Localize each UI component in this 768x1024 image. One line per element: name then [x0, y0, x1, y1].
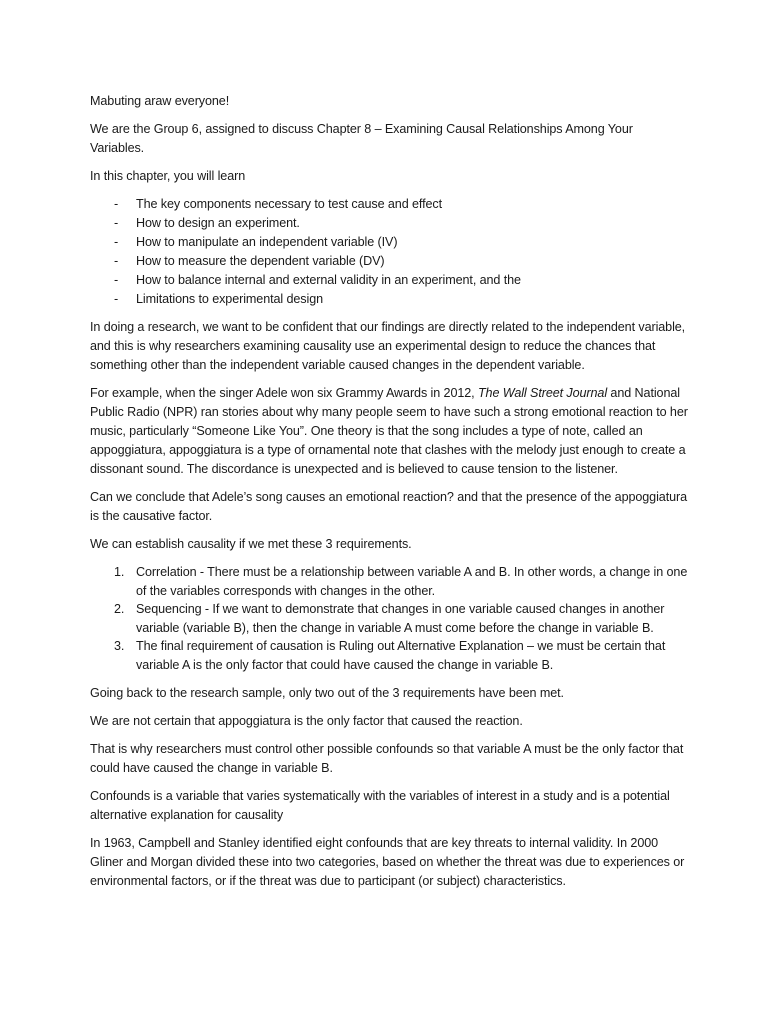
back-paragraph: Going back to the research sample, only two out of the 3 requirements have been met. [90, 685, 564, 700]
question-paragraph: Can we conclude that Adele’s song causes an emotional reaction? and that the presence of the appoggiatura is the causative factor. [90, 490, 687, 523]
confounds-paragraph: Confounds is a variable that varies systematically with the variables of interest in a study and is a potential alternative explanation for causality [90, 788, 670, 822]
learn-list [90, 195, 690, 309]
greeting: Mabuting araw everyone! [90, 94, 230, 108]
requirements-list [90, 563, 690, 675]
list-item: - How to measure the dependent variable (DV) [90, 252, 690, 271]
document-page [90, 92, 690, 900]
intro-paragraph: We are the Group 6, assigned to discuss Chapter 8 – Examining Causal Relationships Among Your Variables. [90, 122, 633, 155]
item-text: The final requirement of causation is Ruling out Alternative Explanation – we must be certain that variable A is the only factor that could have caused the change in variable B. [136, 639, 666, 672]
item-text: Sequencing - If we want to demonstrate that changes in one variable caused changes in another variable (variable B), then the change in variable A must come before the change in variable B. [136, 602, 665, 635]
list-item: - Limitations to experimental design [90, 290, 690, 309]
list-item [90, 563, 690, 600]
example-paragraph [90, 384, 690, 479]
list-item: - How to balance internal and external validity in an experiment, and the [90, 271, 690, 290]
wsj-title: The Wall Street Journal [477, 386, 608, 400]
control-paragraph: That is why researchers must control other possible confounds so that variable A must be the only factor that could have caused the change in variable B. [90, 741, 684, 775]
learn-lead: In this chapter, you will learn [90, 169, 246, 183]
requirements-lead: We can establish causality if we met these 3 requirements. [90, 537, 412, 551]
list-item: - The key components necessary to test cause and effect [90, 195, 690, 214]
uncertain-paragraph: We are not certain that appoggiatura is the only factor that caused the reaction. [90, 713, 523, 728]
list-item: - How to design an experiment. [90, 214, 690, 233]
list-item: - How to manipulate an independent variable (IV) [90, 233, 690, 252]
list-item [90, 637, 690, 674]
list-item [90, 600, 690, 637]
item-number: 2. [114, 602, 125, 617]
research-paragraph: In doing a research, we want to be confident that our findings are directly related to the independent variable, and this is why researchers examining causality use an experimental design to reduce the chances that something other than the independent variable caused changes in the dependent variable. [90, 320, 686, 372]
item-number: 1. [114, 565, 125, 579]
item-number: 3. [114, 639, 125, 654]
example-text-2: and National Public Radio (NPR) ran stories about why many people seem to have such a strong emotional reaction to her music, particularly “Someone Like You”. One theory is that the song includes a type of note, called an appoggiatura, appoggiatura is a type of ornamental note that clashes with the melody just enough to create a dissonant sound. The discordance is unexpected and is believed to cause tension to the listener. [90, 386, 688, 476]
history-paragraph: In 1963, Campbell and Stanley identified eight confounds that are key threats to internal validity. In 2000 Gliner and Morgan divided these into two categories, based on whether the threat was due to experiences or environmental factors, or if the threat was due to participant (or subject) characteristics. [90, 835, 685, 888]
example-text-1: For example, when the singer Adele won six Grammy Awards in 2012, [90, 386, 478, 400]
item-text: Correlation - There must be a relationship between variable A and B. In other words, a change in one of the variables corresponds with changes in the other. [136, 565, 688, 598]
